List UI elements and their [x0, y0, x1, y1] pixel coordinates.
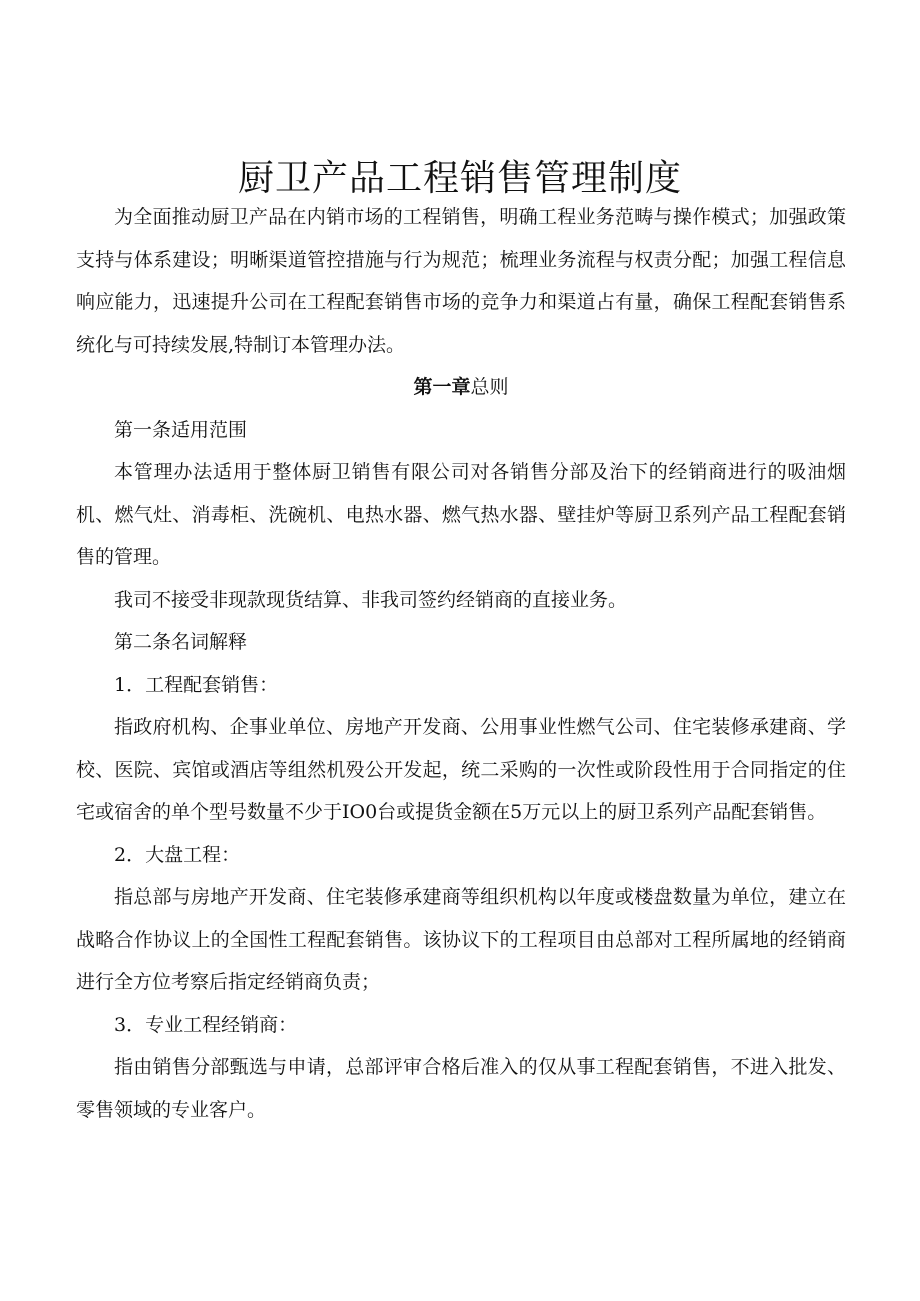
intro-paragraph: 为全面推动厨卫产品在内销市场的工程销售，明确工程业务范畴与操作模式；加强政策支持与体系建设；明晰渠道管控措施与行为规范；梳理业务流程与权责分配；加强工程信息响应能力，迅速提升公司在工程配套销售市场的竞争力和渠道占有量，确保工程配套销售系统化与可持续发展,特制订本管理办法。 [76, 206, 846, 356]
document-title: 厨卫产品工程销售管理制度 [237, 158, 682, 200]
term-1-heading: 1．工程配套销售： [114, 673, 279, 696]
chapter-title: 总则 [470, 376, 509, 398]
term-2-definition: 指总部与房地产开发商、住宅装修承建商等组织机构以年度或楼盘数量为单位，建立在战略合作协议上的全国性工程配套销售。该协议下的工程项目由总部对工程所属地的经销商进行全方位考察后指定经销商负责； [76, 886, 846, 993]
term-3-heading: 3．专业工程经销商： [114, 1013, 298, 1036]
term-3-definition: 指由销售分部甄选与申请，总部评审合格后准入的仅从事工程配套销售，不进入批发、零售领域的专业客户。 [76, 1056, 846, 1121]
term-1-definition: 指政府机构、企事业单位、房地产开发商、公用事业性燃气公司、住宅装修承建商、学校、医院、宾馆或酒店等组然机殁公开发起，统二采购的一次性或阶段性用于合同指定的住宅或宿舍的单个型号数量不少于IO0台或提货金额在5万元以上的厨卫系列产品配套销售。 [76, 716, 846, 823]
article-2-heading: 第二条名词解释 [114, 631, 248, 653]
chapter-number: 第一章 [413, 376, 471, 398]
term-2-heading: 2．大盘工程： [114, 843, 241, 866]
article-1-exclusion-paragraph: 我司不接受非现款现货结算、非我司签约经销商的直接业务。 [114, 588, 628, 611]
article-1-scope-paragraph: 本管理办法适用于整体厨卫销售有限公司对各销售分部及治下的经销商进行的吸油烟机、燃气灶、消毒柜、洗碗机、电热水器、燃气热水器、壁挂炉等厨卫系列产品工程配套销售的管理。 [76, 461, 846, 568]
document-body [76, 196, 846, 1131]
chapter-heading [76, 366, 846, 409]
article-1-heading: 第一条适用范围 [114, 418, 248, 441]
